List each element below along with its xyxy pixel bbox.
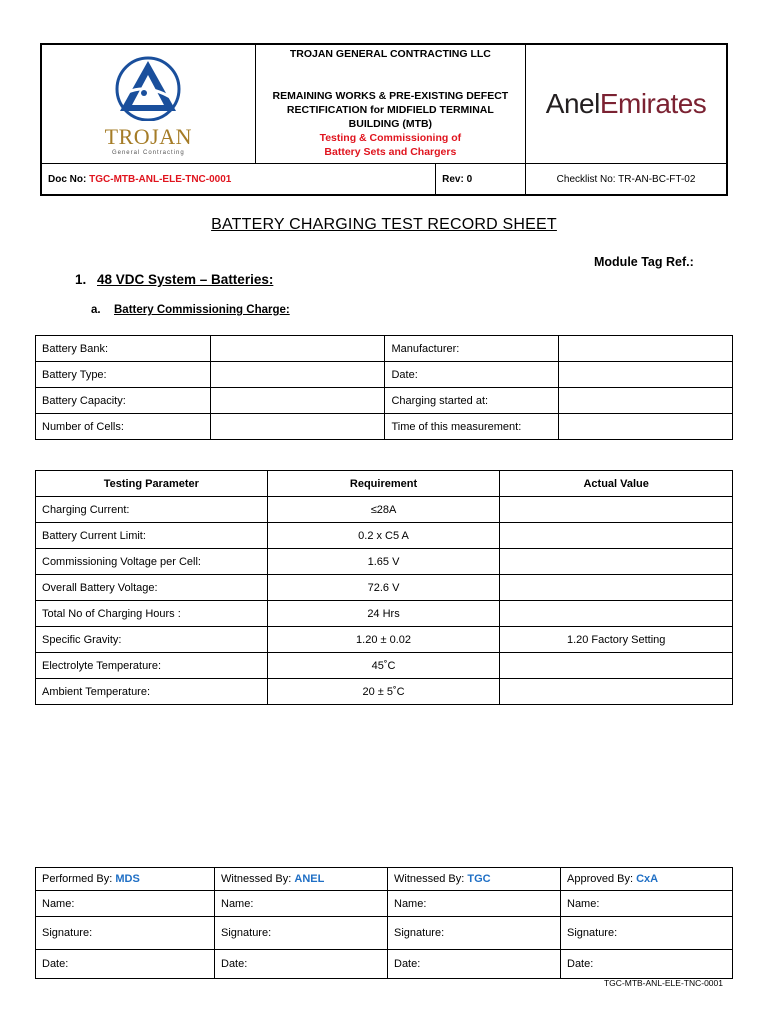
parameter-name: Ambient Temperature: xyxy=(36,679,268,705)
table-row xyxy=(36,950,733,979)
table-row xyxy=(36,601,733,627)
info-label: Number of Cells: xyxy=(36,414,211,440)
info-label: Battery Type: xyxy=(36,362,211,388)
doc-number: TGC-MTB-ANL-ELE-TNC-0001 xyxy=(89,173,232,185)
role-cell xyxy=(561,868,733,891)
project-line-1: REMAINING WORKS & PRE-EXISTING DEFECT xyxy=(272,90,509,102)
revision: Rev: 0 xyxy=(442,173,473,185)
parameter-name: Commissioning Voltage per Cell: xyxy=(36,549,268,575)
rev-cell-wrapper xyxy=(255,164,525,196)
parameter-requirement: 24 Hrs xyxy=(267,601,500,627)
table-row xyxy=(36,362,733,388)
rev-cell xyxy=(435,164,472,194)
info-label: Battery Capacity: xyxy=(36,388,211,414)
parameter-name: Specific Gravity: xyxy=(36,627,268,653)
signature-field[interactable]: Signature: xyxy=(215,917,388,950)
column-header: Testing Parameter xyxy=(36,471,268,497)
testing-parameters-table xyxy=(35,470,733,705)
info-label: Date: xyxy=(385,362,559,388)
date-field[interactable]: Date: xyxy=(215,950,388,979)
section-1-heading xyxy=(75,272,273,287)
signature-table xyxy=(35,867,733,979)
project-line-2: RECTIFICATION for MIDFIELD TERMINAL xyxy=(286,104,494,116)
table-row xyxy=(36,868,733,891)
role-cell xyxy=(215,868,388,891)
project-line-3: BUILDING (MTB) xyxy=(348,118,433,130)
parameter-actual[interactable] xyxy=(500,575,733,601)
name-field[interactable]: Name: xyxy=(561,891,733,917)
parameter-requirement: 1.65 V xyxy=(267,549,500,575)
parameter-actual[interactable] xyxy=(500,601,733,627)
info-value[interactable] xyxy=(210,336,385,362)
footer-doc-number: TGC-MTB-ANL-ELE-TNC-0001 xyxy=(603,978,723,988)
name-field[interactable]: Name: xyxy=(388,891,561,917)
parameter-actual[interactable] xyxy=(500,679,733,705)
table-row xyxy=(36,917,733,950)
parameter-actual[interactable]: 1.20 Factory Setting xyxy=(500,627,733,653)
doc-number-label: Doc No: xyxy=(48,173,87,185)
company-name: TROJAN GENERAL CONTRACTING LLC xyxy=(289,48,491,60)
trojan-logo-cell xyxy=(41,44,255,164)
date-field[interactable]: Date: xyxy=(561,950,733,979)
parameter-actual[interactable] xyxy=(500,523,733,549)
doc-number-cell xyxy=(41,164,255,196)
parameter-actual[interactable] xyxy=(500,549,733,575)
document-header xyxy=(40,43,728,196)
section-a-number: a. xyxy=(91,304,101,316)
info-label: Time of this measurement: xyxy=(385,414,559,440)
parameter-actual[interactable] xyxy=(500,497,733,523)
role-label: Performed By: xyxy=(42,873,113,885)
scope-line-1: Testing & Commissioning of xyxy=(319,132,462,144)
signature-field[interactable]: Signature: xyxy=(388,917,561,950)
signature-field[interactable]: Signature: xyxy=(561,917,733,950)
parameter-name: Overall Battery Voltage: xyxy=(36,575,268,601)
info-value[interactable] xyxy=(210,388,385,414)
battery-info-table xyxy=(35,335,733,440)
name-field[interactable]: Name: xyxy=(215,891,388,917)
table-row xyxy=(36,679,733,705)
info-value[interactable] xyxy=(210,414,385,440)
role-label: Witnessed By: xyxy=(394,873,465,885)
role-label: Witnessed By: xyxy=(221,873,292,885)
trojan-triangle-icon xyxy=(106,53,190,121)
column-header: Requirement xyxy=(267,471,500,497)
parameter-requirement: 0.2 x C5 A xyxy=(267,523,500,549)
info-label: Manufacturer: xyxy=(385,336,559,362)
table-row xyxy=(36,523,733,549)
parameter-name: Charging Current: xyxy=(36,497,268,523)
parameter-requirement: 1.20 ± 0.02 xyxy=(267,627,500,653)
role-party: MDS xyxy=(115,873,140,885)
page-title: BATTERY CHARGING TEST RECORD SHEET xyxy=(211,216,557,233)
parameter-actual[interactable] xyxy=(500,653,733,679)
trojan-logo-name: TROJAN xyxy=(104,123,192,149)
section-a-text: Battery Commissioning Charge: xyxy=(114,304,290,316)
role-party: CxA xyxy=(636,873,659,885)
anel-logo-part-1: Anel xyxy=(545,88,600,119)
parameter-name: Electrolyte Temperature: xyxy=(36,653,268,679)
anel-emirates-logo xyxy=(546,88,707,119)
table-row xyxy=(36,627,733,653)
info-label: Battery Bank: xyxy=(36,336,211,362)
name-field[interactable]: Name: xyxy=(36,891,215,917)
date-field[interactable]: Date: xyxy=(388,950,561,979)
info-value[interactable] xyxy=(559,414,733,440)
parameter-name: Battery Current Limit: xyxy=(36,523,268,549)
anel-logo-part-2: Emirates xyxy=(599,88,707,119)
parameter-name: Total No of Charging Hours : xyxy=(36,601,268,627)
parameter-requirement: 72.6 V xyxy=(267,575,500,601)
checklist-number: Checklist No: TR-AN-BC-FT-02 xyxy=(526,164,727,196)
section-a-heading xyxy=(91,304,290,316)
table-row xyxy=(36,891,733,917)
table-row xyxy=(36,414,733,440)
section-1-number: 1. xyxy=(75,272,87,287)
table-row xyxy=(36,653,733,679)
table-row xyxy=(36,388,733,414)
role-cell xyxy=(36,868,215,891)
parameter-requirement: ≤28A xyxy=(267,497,500,523)
table-header-row xyxy=(36,471,733,497)
info-value[interactable] xyxy=(559,388,733,414)
table-row xyxy=(36,336,733,362)
column-header: Actual Value xyxy=(500,471,733,497)
info-value[interactable] xyxy=(559,362,733,388)
parameter-requirement: 20 ± 5˚C xyxy=(267,679,500,705)
anel-logo-cell xyxy=(526,44,727,164)
table-row xyxy=(36,549,733,575)
project-info-cell xyxy=(255,44,525,164)
info-label: Charging started at: xyxy=(385,388,559,414)
role-cell xyxy=(388,868,561,891)
scope-line-2: Battery Sets and Chargers xyxy=(324,146,457,158)
section-1-text: 48 VDC System – Batteries: xyxy=(97,272,274,287)
table-row xyxy=(36,575,733,601)
parameter-requirement: 45˚C xyxy=(267,653,500,679)
signature-field[interactable]: Signature: xyxy=(36,917,215,950)
module-tag-ref: Module Tag Ref.: xyxy=(594,255,694,269)
date-field[interactable]: Date: xyxy=(36,950,215,979)
role-party: ANEL xyxy=(294,873,325,885)
table-row xyxy=(36,497,733,523)
trojan-logo xyxy=(42,53,255,156)
role-party: TGC xyxy=(467,873,491,885)
info-value[interactable] xyxy=(210,362,385,388)
info-value[interactable] xyxy=(559,336,733,362)
trojan-logo-subtitle: General Contracting xyxy=(111,149,185,156)
role-label: Approved By: xyxy=(567,873,634,885)
